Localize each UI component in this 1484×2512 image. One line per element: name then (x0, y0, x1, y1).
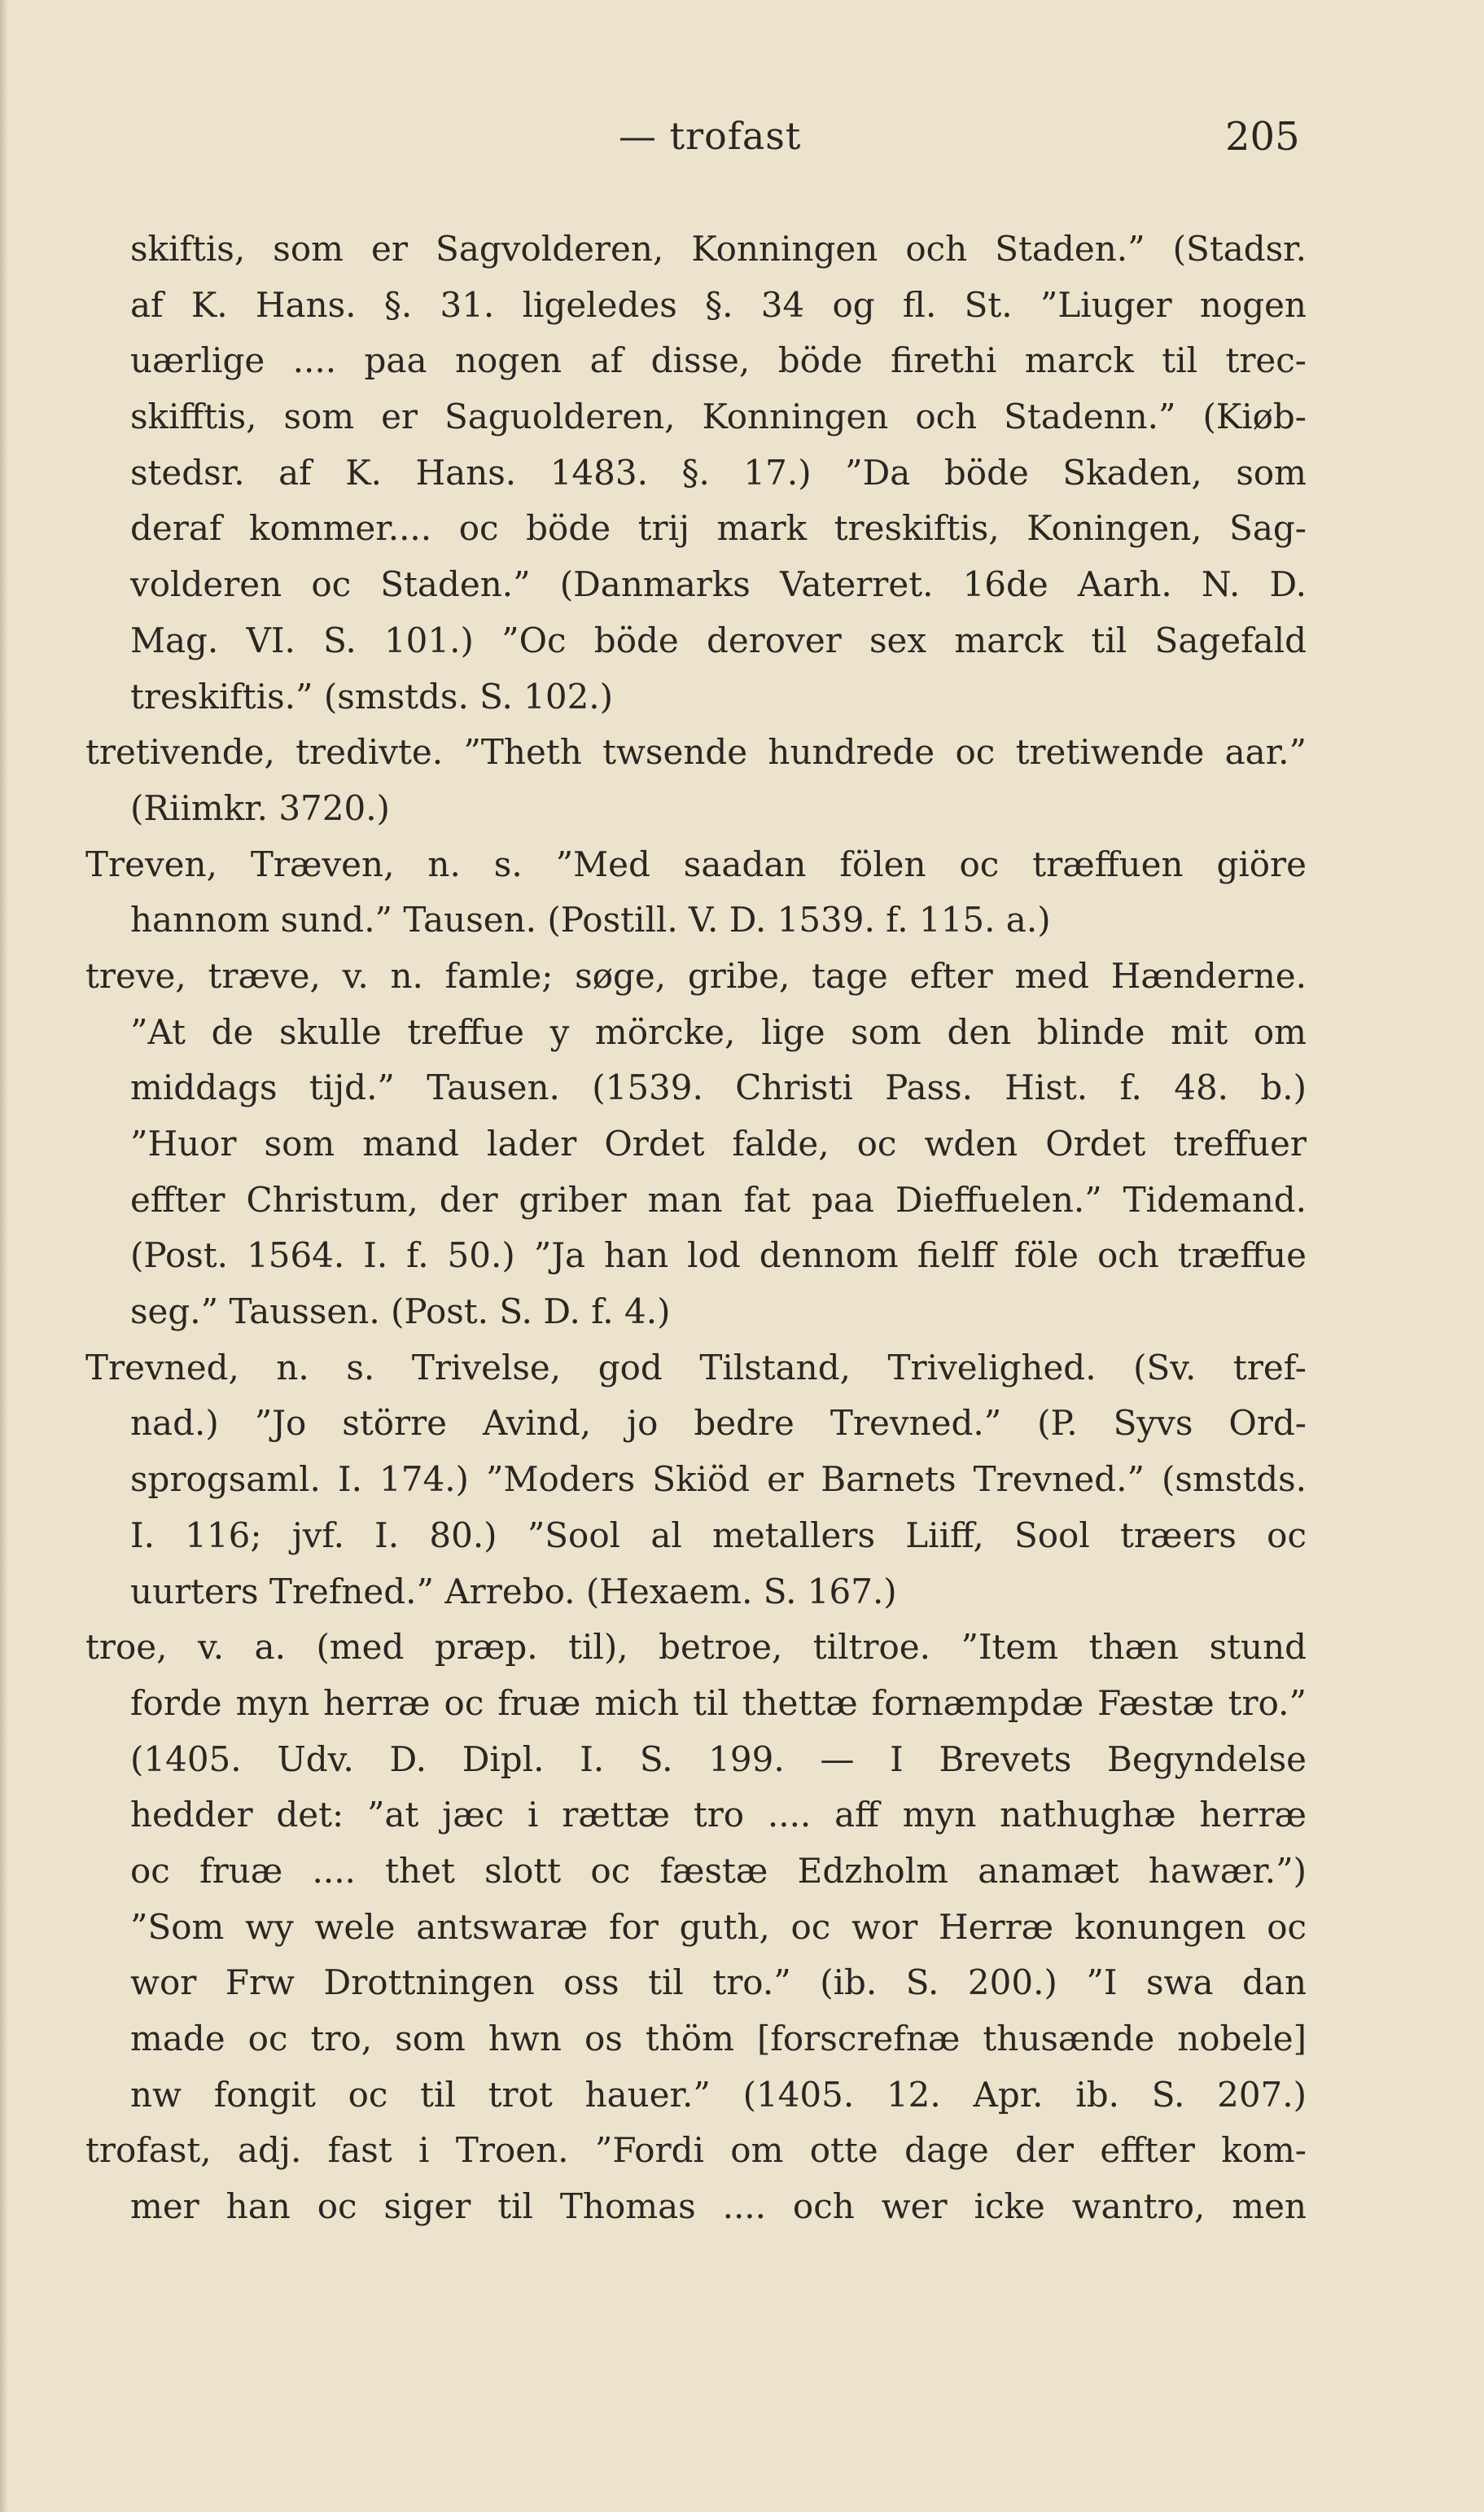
dictionary-text (85, 221, 1307, 2235)
text-line: stedsr. af K. Hans. 1483. §. 17.) ”Da böde Skaden, som (130, 452, 1307, 493)
text-line: forde myn herræ oc fruæ mich til thettæ fornæmpdæ Fæstæ tro.” (130, 1682, 1307, 1723)
text-line: skifftis, som er Saguolderen, Konningen och Stadenn.” (Kiøb- (130, 397, 1307, 437)
text-line: af K. Hans. §. 31. ligeledes §. 34 og fl. St. ”Liuger nogen (130, 284, 1307, 325)
text-line: treskiftis.” (smstds. S. 102.) (130, 676, 614, 717)
text-line: (Post. 1564. I. f. 50.) ”Ja han lod dennom fielff föle och træffue (130, 1235, 1307, 1276)
text-line: sprogsaml. I. 174.) ”Moders Skiöd er Barnets Trevned.” (smstds. (130, 1459, 1307, 1500)
text-line: wor Frw Drottningen oss til tro.” (ib. S. 200.) ”I swa dan (130, 1962, 1307, 2003)
text-line: nw fongit oc til trot hauer.” (1405. 12. Apr. ib. S. 207.) (130, 2074, 1307, 2115)
text-line: skiftis, som er Sagvolderen, Konningen och Staden.” (Stadsr. (130, 229, 1307, 269)
text-line: deraf kommer.... oc böde trij mark treskiftis, Koningen, Sag- (130, 508, 1307, 549)
text-line: mer han oc siger til Thomas .... och wer icke wantro, men (130, 2186, 1307, 2227)
text-line: (Riimkr. 3720.) (130, 787, 390, 828)
page-header (0, 114, 1484, 179)
text-line: seg.” Taussen. (Post. S. D. f. 4.) (130, 1291, 671, 1332)
text-line: tretivende, tredivte. ”Theth twsende hundrede oc tretiwende aar.” (85, 732, 1307, 773)
page-number: 205 (1225, 114, 1300, 160)
text-line: uurters Trefned.” Arrebo. (Hexaem. S. 167.) (130, 1571, 897, 1611)
text-line: Trevned, n. s. Trivelse, god Tilstand, Trivelighed. (Sv. tref- (85, 1347, 1307, 1388)
text-line: trofast, adj. fast i Troen. ”Fordi om otte dage der effter kom- (85, 2130, 1307, 2171)
text-line: ”At de skulle treffue y mörcke, lige som den blinde mit om (130, 1011, 1307, 1052)
text-line: Mag. VI. S. 101.) ”Oc böde derover sex marck til Sagefald (130, 620, 1307, 660)
text-line: uærlige .... paa nogen af disse, böde firethi marck til trec- (130, 340, 1307, 381)
text-line: made oc tro, som hwn os thöm [forscrefnæ thusænde nobele] (130, 2019, 1307, 2058)
text-line: middags tijd.” Tausen. (1539. Christi Pass. Hist. f. 48. b.) (130, 1067, 1307, 1108)
text-line: hedder det: ”at jæc i rættæ tro .... aff myn nathughæ herræ (130, 1795, 1307, 1835)
text-line: effter Christum, der griber man fat paa Dieffuelen.” Tidemand. (130, 1179, 1307, 1220)
text-line: hannom sund.” Tausen. (Postill. V. D. 1539. f. 115. a.) (130, 900, 1051, 940)
text-line: troe, v. a. (med præp. til), betroe, tiltroe. ”Item thæn stund (85, 1627, 1307, 1668)
text-line: nad.) ”Jo större Avind, jo bedre Trevned.” (P. Syvs Ord- (130, 1403, 1307, 1444)
page-edge (0, 0, 8, 2512)
text-line: ”Huor som mand lader Ordet falde, oc wden Ordet treffuer (130, 1124, 1307, 1164)
text-line: ”Som wy wele antswaræ for guth, oc wor Herræ konungen oc (130, 1906, 1307, 1947)
text-line: treve, træve, v. n. famle; søge, gribe, tage efter med Hænderne. (85, 955, 1307, 996)
text-line: I. 116; jvf. I. 80.) ”Sool al metallers Liiff, Sool træers oc (130, 1515, 1307, 1555)
text-line: oc fruæ .... thet slott oc fæstæ Edzholm anamæt hawær.”) (130, 1850, 1307, 1891)
text-line: (1405. Udv. D. Dipl. I. S. 199. — I Brevets Begyndelse (130, 1738, 1307, 1779)
text-line: Treven, Træven, n. s. ”Med saadan fölen oc træffuen giöre (85, 844, 1307, 884)
running-head: — trofast (619, 114, 802, 158)
text-line: volderen oc Staden.” (Danmarks Vaterret. 16de Aarh. N. D. (130, 564, 1307, 605)
